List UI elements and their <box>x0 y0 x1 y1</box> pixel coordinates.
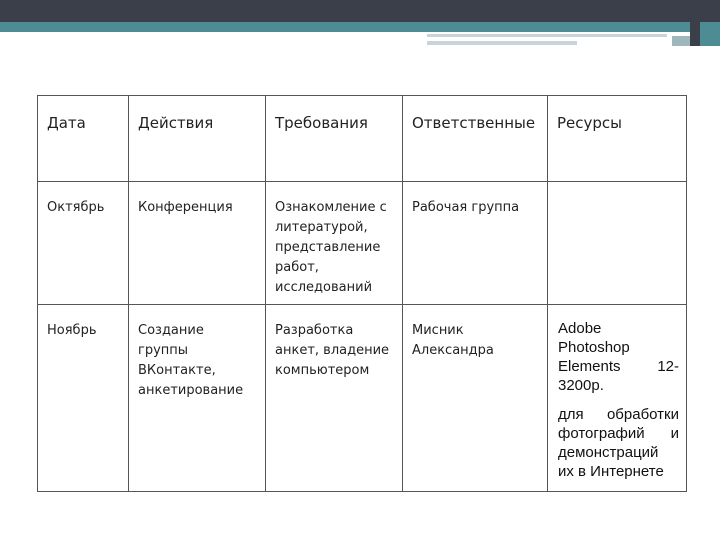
resources-line: демонстраций <box>558 444 659 461</box>
cell-date <box>38 305 129 492</box>
cell-resources <box>548 182 687 305</box>
resources-line: 3200р. <box>558 377 604 394</box>
requirements-line: Ознакомление с <box>275 200 387 215</box>
cell-requirements <box>266 182 403 305</box>
actions-line: Создание <box>138 323 204 338</box>
cell-requirements <box>266 305 403 492</box>
requirements-line: анкет, владение <box>275 343 390 358</box>
actions-line: анкетирование <box>138 383 244 398</box>
resources-line: Elements 12- <box>558 358 679 375</box>
actions-line: группы <box>138 343 189 358</box>
slide-corner-accent <box>700 22 720 46</box>
responsible-line: Александра <box>412 343 494 358</box>
resources-line: их в Интернете <box>558 463 664 480</box>
header-date: Дата <box>38 96 129 182</box>
requirements-line: Разработка <box>275 323 354 338</box>
responsible-line: Рабочая группа <box>412 200 520 215</box>
header-actions: Действия <box>129 96 266 182</box>
actions-line: Конференция <box>138 200 233 215</box>
date-text: Октябрь <box>47 200 105 215</box>
requirements-line: исследований <box>275 280 373 295</box>
responsible-line: Мисник <box>412 323 464 338</box>
date-text: Ноябрь <box>47 323 97 338</box>
cell-date <box>38 182 129 305</box>
header-responsible: Ответственные <box>403 96 548 182</box>
table-row <box>38 305 687 492</box>
resources-line: фотографий и <box>558 425 679 442</box>
cell-actions <box>129 305 266 492</box>
plan-table <box>37 95 687 492</box>
cell-resources <box>548 305 687 492</box>
cell-actions <box>129 182 266 305</box>
cell-responsible <box>403 305 548 492</box>
actions-line: ВКонтакте, <box>138 363 216 378</box>
slide-header-accent <box>0 22 720 32</box>
resources-line: Adobe <box>558 320 602 337</box>
requirements-line: компьютером <box>275 363 370 378</box>
resources-line: для обработки <box>558 406 679 423</box>
resources-line: Photoshop <box>558 339 630 356</box>
requirements-line: работ, <box>275 260 319 275</box>
table-header-row <box>38 96 687 182</box>
decorative-line <box>427 41 577 45</box>
requirements-line: литературой, <box>275 220 368 235</box>
requirements-line: представление <box>275 240 381 255</box>
table-row <box>38 182 687 305</box>
header-resources: Ресурсы <box>548 96 687 182</box>
decorative-line <box>672 36 690 46</box>
cell-responsible <box>403 182 548 305</box>
slide-header-bar <box>0 0 720 22</box>
header-requirements: Требования <box>266 96 403 182</box>
decorative-line <box>427 34 667 37</box>
